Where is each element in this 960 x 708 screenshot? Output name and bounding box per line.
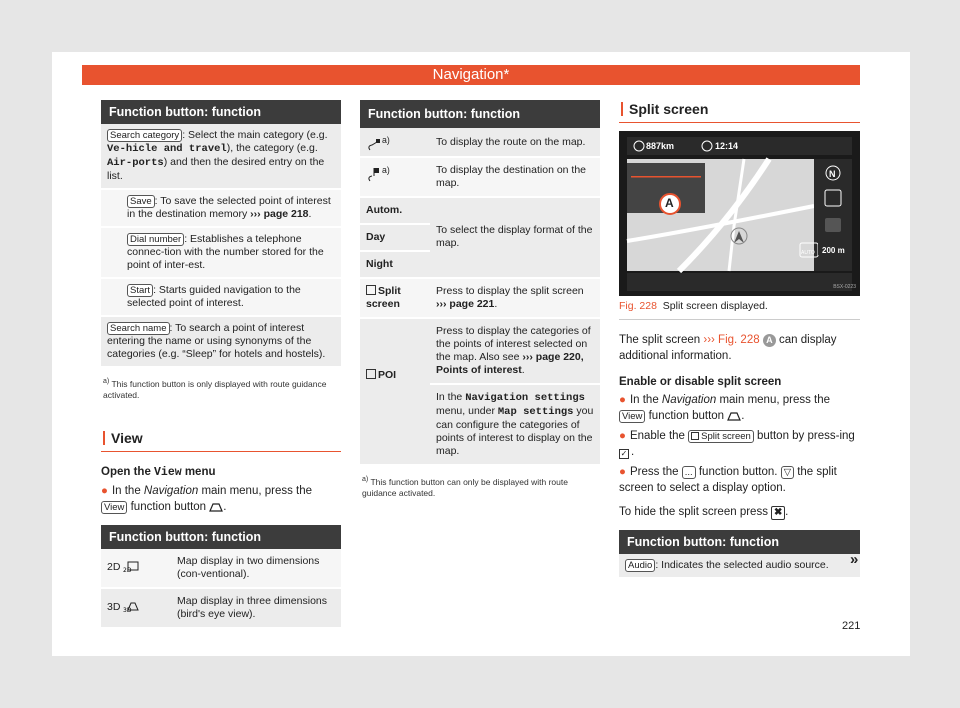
nav-screen-image bbox=[619, 131, 860, 296]
row-label bbox=[101, 589, 171, 627]
mono-text: Map settings bbox=[497, 406, 574, 418]
row-desc: To display the route on the map. bbox=[436, 136, 586, 148]
text: In the bbox=[111, 484, 144, 497]
column-1 bbox=[101, 100, 341, 629]
text: In the bbox=[436, 391, 466, 403]
label-3d: 3D bbox=[107, 600, 121, 613]
mono-text: Navigation settings bbox=[465, 392, 585, 404]
callout-a-badge: A bbox=[763, 334, 776, 347]
row-route bbox=[360, 128, 600, 158]
view-key: View bbox=[101, 501, 127, 514]
footnote bbox=[360, 466, 600, 507]
label-night: Night bbox=[366, 258, 393, 270]
enable-heading: Enable or disable split screen bbox=[619, 376, 782, 388]
dial-number-key: Dial number bbox=[127, 233, 184, 246]
row-text: : To search a point of interest entering the name or using synonyms of the categories (e.g. “Sleep” for hotels and hostels). bbox=[107, 322, 326, 360]
bullet-icon: ● bbox=[619, 466, 626, 478]
intro-paragraph bbox=[619, 332, 860, 364]
column-2 bbox=[360, 100, 600, 507]
figure-code: BSX-0223 bbox=[833, 284, 856, 290]
label-poi: POI bbox=[378, 369, 397, 381]
figure-caption bbox=[619, 296, 860, 320]
row-desc: Map display in two dimensions (con-ventional). bbox=[177, 554, 320, 580]
checkbox-icon bbox=[366, 369, 376, 379]
open-view-heading bbox=[101, 464, 341, 481]
map-view-icon bbox=[727, 411, 741, 421]
page-ref: ››› page 218 bbox=[250, 208, 309, 220]
text: Press the bbox=[629, 466, 679, 478]
scale-readout: 200 m bbox=[822, 246, 845, 255]
text: In the bbox=[629, 394, 662, 406]
bullet-icon: ● bbox=[619, 394, 626, 406]
row-text: : Starts guided navigation to the selected point of interest. bbox=[127, 284, 301, 309]
text: can display additional information. bbox=[619, 334, 837, 362]
row-desc: To display the destination on the map. bbox=[436, 164, 587, 189]
figure-ref: ››› Fig. 228 bbox=[703, 334, 760, 346]
map-view-icon bbox=[209, 502, 223, 512]
footnote-mark: a) bbox=[382, 135, 390, 145]
split-screen-figure bbox=[619, 131, 860, 296]
time-readout: 12:14 bbox=[715, 141, 739, 151]
page-ref: ››› page 220, Points of interest bbox=[436, 351, 584, 376]
figure-number: Fig. 228 bbox=[619, 300, 657, 312]
row-label bbox=[360, 279, 430, 317]
row-label bbox=[360, 128, 430, 156]
display-format-labels bbox=[360, 198, 430, 277]
row-text: : Select the main category (e.g. bbox=[182, 129, 328, 141]
row-desc: Press to display the split screen ››› page 221. bbox=[436, 285, 584, 310]
row-search-name bbox=[101, 317, 341, 368]
text: Press to display the categories of the points of interest selected on the map. Also see bbox=[436, 325, 591, 363]
text: function button bbox=[645, 410, 725, 422]
bullet-icon: ● bbox=[619, 430, 626, 442]
text: Enable the bbox=[629, 430, 685, 442]
row-display-format bbox=[360, 198, 600, 279]
text: To hide the split screen press bbox=[619, 506, 768, 518]
row-dial bbox=[101, 228, 341, 279]
row-desc: To select the display format of the map. bbox=[436, 224, 593, 249]
row-label bbox=[360, 319, 430, 464]
footnote-text: This function button is only displayed with route guidance activated. bbox=[103, 378, 327, 400]
route-icon bbox=[366, 138, 382, 152]
mono-text: Air-ports bbox=[107, 157, 164, 169]
footnote-mark: a) bbox=[362, 476, 369, 483]
column-3 bbox=[619, 100, 860, 579]
footnote-text: This function button can only be displayed with route guidance activated. bbox=[362, 476, 568, 498]
label-day: Day bbox=[360, 225, 430, 252]
text: main menu, press the bbox=[198, 484, 313, 497]
italic-text: Navigation bbox=[143, 484, 199, 497]
key-label: Split screen bbox=[701, 431, 751, 442]
row-text: : Indicates the selected audio source. bbox=[655, 559, 829, 571]
caption-text: Split screen displayed. bbox=[662, 300, 768, 312]
text: you can configure the categories of points of interest to display on the map. bbox=[436, 405, 594, 457]
text: function button. bbox=[695, 466, 778, 478]
audio-table bbox=[619, 530, 860, 579]
label-autom: Autom. bbox=[360, 198, 430, 225]
search-name-key: Search name bbox=[107, 322, 170, 335]
table-header: Function button: function bbox=[101, 525, 341, 549]
poi-desc-2 bbox=[430, 385, 600, 464]
page-ref: ››› page 221 bbox=[436, 298, 495, 310]
checkbox-icon bbox=[366, 285, 376, 295]
display-format-grid bbox=[360, 198, 600, 277]
distance-readout: 887km bbox=[646, 141, 675, 151]
figure-callout-a: A bbox=[665, 196, 674, 210]
dropdown-key: ▽ bbox=[781, 466, 794, 479]
table-header: Function button: function bbox=[619, 530, 860, 554]
footnote bbox=[101, 368, 341, 409]
view-key: View bbox=[619, 410, 645, 423]
row-text: . bbox=[308, 208, 312, 220]
row-2d bbox=[101, 549, 341, 589]
text: the split screen to select a display option. bbox=[619, 466, 837, 494]
label-split: Split screen bbox=[366, 285, 401, 310]
auto-label: AUTO bbox=[801, 250, 815, 256]
row-save bbox=[101, 190, 341, 228]
text: Press to display the split screen bbox=[436, 285, 584, 297]
view-table bbox=[101, 525, 341, 629]
text: function button bbox=[127, 500, 207, 513]
checked-box-icon: ✓ bbox=[620, 449, 628, 458]
row-text: ), the category (e.g. bbox=[226, 142, 318, 154]
compass-label: N bbox=[829, 169, 836, 179]
text: The split screen bbox=[619, 334, 704, 346]
3d-map-icon bbox=[123, 601, 139, 613]
text: menu, under bbox=[436, 405, 498, 417]
row-text: : To save the selected point of interest in the destination memory bbox=[127, 195, 331, 220]
page-header: Navigation* bbox=[82, 65, 860, 85]
poi-desc-1: Press to display the categories of the points of interest selected on the map. Also see ››› page 220, Points of interest. bbox=[430, 319, 600, 385]
continued-marker: » bbox=[850, 551, 859, 568]
row-audio bbox=[619, 554, 860, 579]
mono-text: View bbox=[154, 465, 182, 479]
bullet-open-view: ● In the Navigation main menu, press the View function button . bbox=[101, 484, 313, 513]
label-2d: 2D bbox=[107, 560, 121, 573]
section-title-split: Split screen bbox=[619, 102, 860, 123]
destination-icon bbox=[366, 167, 382, 183]
checkbox-icon bbox=[691, 432, 699, 440]
start-key: Start bbox=[127, 284, 153, 297]
italic-text: Navigation bbox=[661, 394, 717, 406]
row-split-screen bbox=[360, 279, 600, 319]
page-number: 221 bbox=[842, 620, 861, 632]
footnote-mark: a) bbox=[382, 165, 390, 175]
row-start bbox=[101, 279, 341, 317]
row-destination bbox=[360, 158, 600, 198]
split-screen-key bbox=[688, 430, 754, 443]
mono-text: Ve-hicle and travel bbox=[107, 143, 227, 155]
hide-paragraph: To hide the split screen press ✖ . bbox=[619, 506, 789, 518]
row-text: ) and then the desired entry on the list. bbox=[107, 156, 325, 182]
row-label bbox=[101, 549, 171, 587]
text: main menu, press the bbox=[716, 394, 831, 406]
bullet-icon: ● bbox=[101, 484, 108, 497]
svg-text:2D: 2D bbox=[123, 567, 132, 574]
section-title-view: View bbox=[101, 431, 341, 452]
bullet-3 bbox=[619, 464, 860, 496]
save-key: Save bbox=[127, 195, 155, 208]
more-key: ... bbox=[682, 466, 696, 479]
row-desc bbox=[430, 319, 600, 464]
text: button by press-ing bbox=[753, 430, 855, 442]
heading-text: Open the bbox=[101, 465, 155, 478]
bullet-1: ● In the Navigation main menu, press the View function button . bbox=[619, 394, 831, 422]
close-icon: ✖ bbox=[771, 506, 785, 520]
bullet-2: ● Enable the Split screen button by press-ing ✓ . bbox=[619, 430, 855, 458]
row-search-category bbox=[101, 124, 341, 190]
row-poi bbox=[360, 319, 600, 466]
search-category-key: Search category bbox=[107, 129, 182, 142]
audio-key: Audio bbox=[625, 559, 655, 572]
svg-text:3D: 3D bbox=[123, 607, 132, 614]
heading-text: menu bbox=[181, 465, 216, 478]
table-header: Function button: function bbox=[360, 100, 600, 128]
2d-map-icon bbox=[123, 561, 139, 573]
footnote-mark: a) bbox=[103, 378, 110, 385]
row-3d bbox=[101, 589, 341, 629]
row-label bbox=[360, 158, 430, 196]
row-desc: Map display in three dimensions (bird's eye view). bbox=[177, 594, 327, 620]
row-text: : Establishes a telephone connec-tion with the number stored for the point of inter-est. bbox=[127, 233, 324, 271]
table-header: Function button: function bbox=[101, 100, 341, 124]
